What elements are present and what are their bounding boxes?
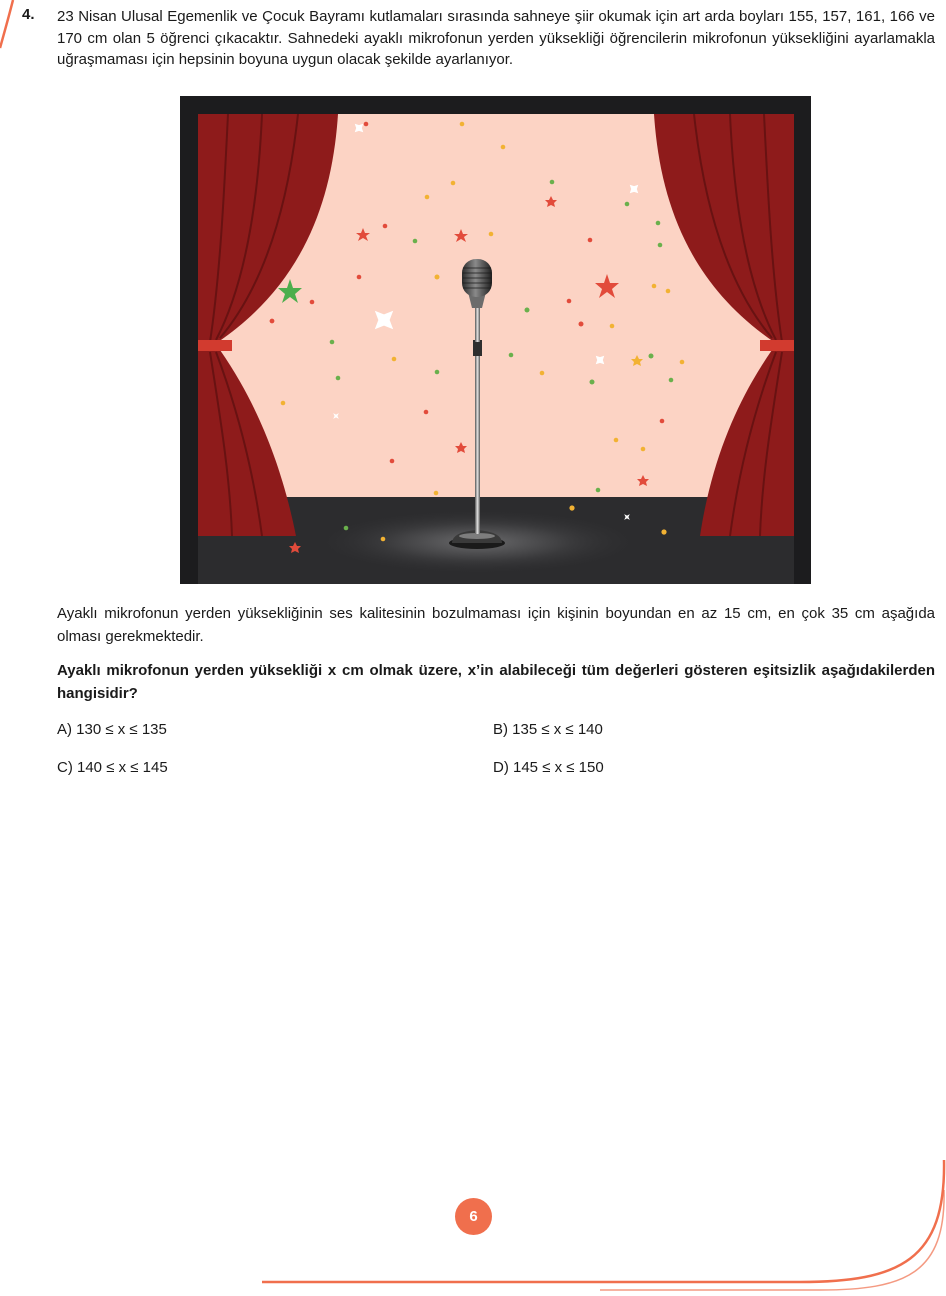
question-prompt: Ayaklı mikrofonun yerden yüksekliği x cm olmak üzere, x’in alabileceği tüm değerleri gösteren eşitsizlik aşağıdakilerden hangisidir? — [57, 662, 935, 702]
stage-illustration — [180, 96, 811, 584]
option-c[interactable]: C) 140 ≤ x ≤ 145 — [57, 759, 168, 776]
question-number: 4. — [22, 6, 35, 23]
option-d[interactable]: D) 145 ≤ x ≤ 150 — [493, 759, 604, 776]
page-number-badge: 6 — [455, 1198, 492, 1235]
option-a[interactable]: A) 130 ≤ x ≤ 135 — [57, 721, 167, 738]
question-stem: 23 Nisan Ulusal Egemenlik ve Çocuk Bayramı kutlamaları sırasında sahneye şiir okumak için art arda boyları 155, 157, 161, 166 ve 170 cm olan 5 öğrenci çıkacaktır. Sahnedeki ayaklı mikrofonun yerden yüksekliği öğrencilerin mikrofonun yüksekliğini ayarlamakla uğraşmaması için hepsinin boyuna uygun olacak şekilde ayarlanıyor. — [57, 8, 935, 68]
question-info: Ayaklı mikrofonun yerden yüksekliğinin ses kalitesinin bozulmaması için kişinin boyundan en az 15 cm, en çok 35 cm aşağıda olması gerekmektedir. — [57, 605, 935, 645]
option-b[interactable]: B) 135 ≤ x ≤ 140 — [493, 721, 603, 738]
